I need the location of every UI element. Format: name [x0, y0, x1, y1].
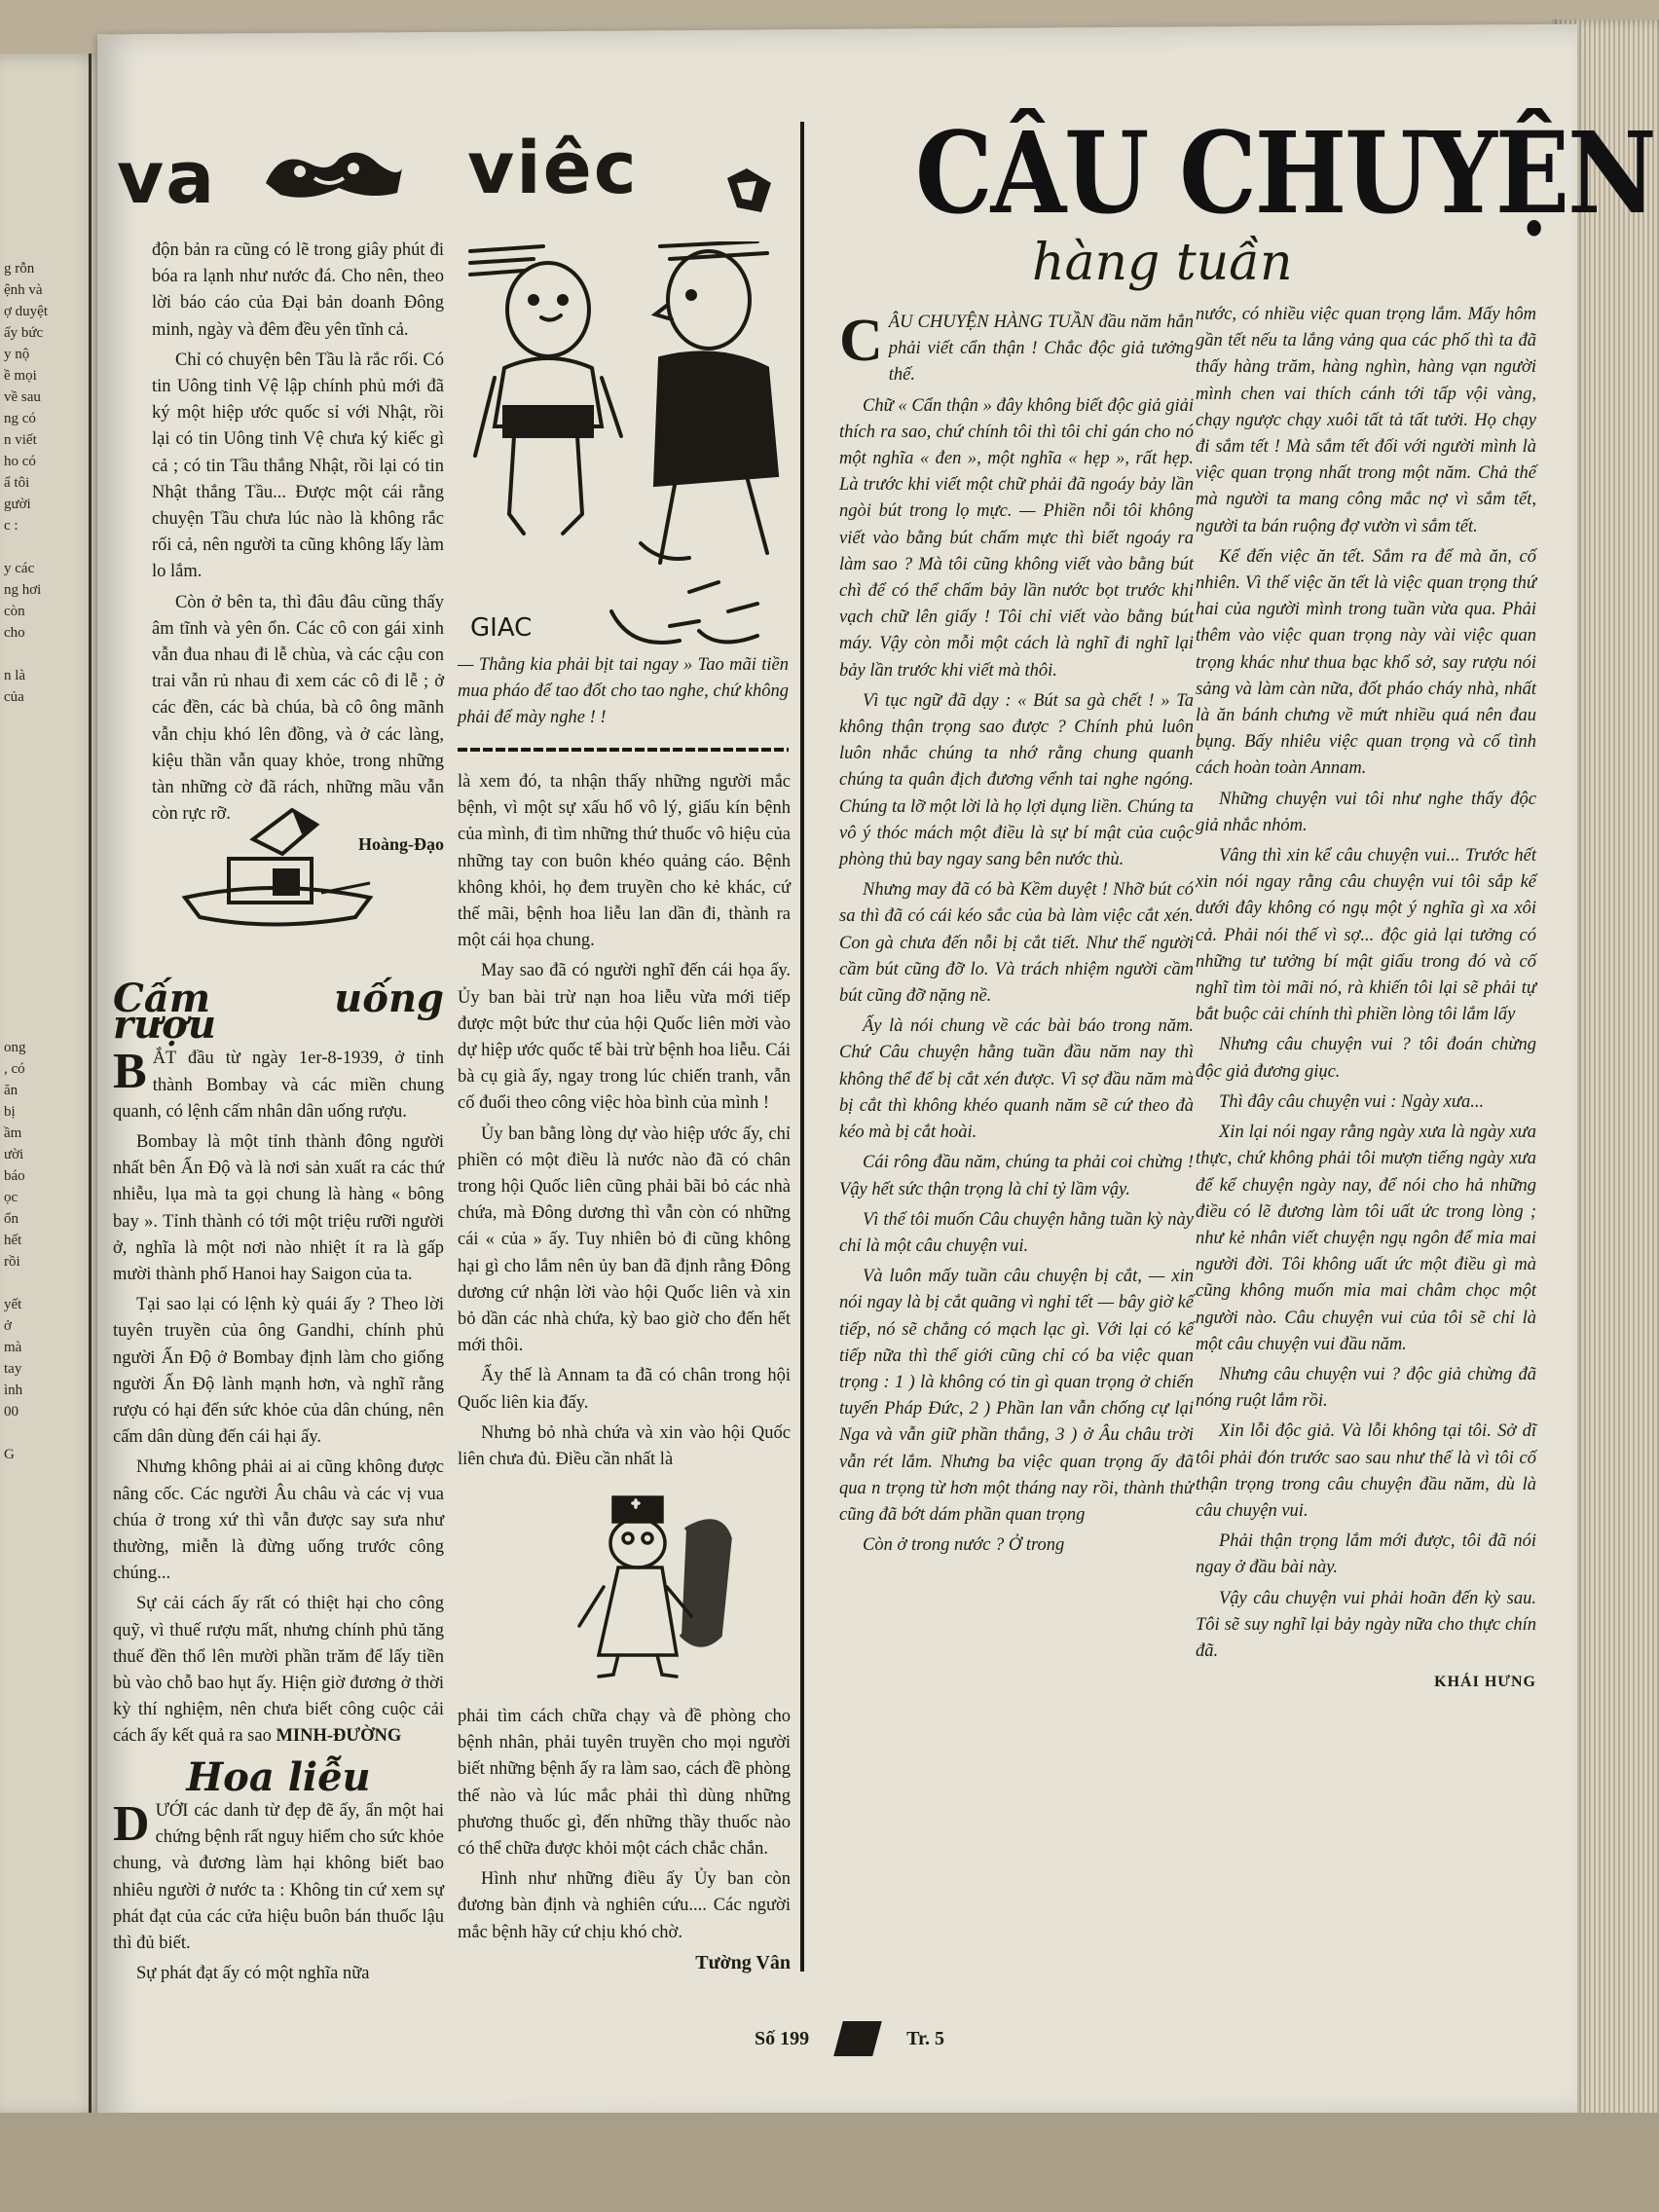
header-title-viec: viêc [467, 127, 639, 210]
column-divider [800, 122, 804, 1972]
article-column-1-lower [113, 976, 444, 1991]
cam-uong-ruou-title: Cấm uống rượu [113, 976, 444, 1049]
col4-para-11: Vậy câu chuyện vui phải hoãn đến kỳ sau. Tôi sẽ suy nghĩ lại bảy ngày nữa cho thực chín đã. [1196, 1588, 1536, 1661]
dropcap-b: B [113, 1044, 147, 1100]
left-page-fragment-lower: ong , có ăn bị ầm ười báo ọc ổn hết rồi yết ở mà tay ình 00 G [4, 1040, 26, 1462]
col3-para-9: Còn ở trong nước ? Ở trong [863, 1535, 1065, 1556]
two-men-cartoon [465, 241, 796, 650]
col1b-para-4: Nhưng không phải ai ai cũng không được nâng cốc. Các người Âu châu và các vị vua chúa ở trong xứ thì vẫn được say sưa như thường, miễn là đừng uống trước công chúng... [113, 1457, 444, 1584]
col1-para-2: Chỉ có chuyện bên Tầu là rắc rối. Có tin Uông tinh Vệ lập chính phủ mới đã ký một hiệp ước quốc sỉ với Nhật, rồi lại có tin Uông tinh Vệ chưa ký kiếc gì cả ; có tin Tầu thắng Nhật, rồi lại có tin Nhật thắng Tầu... Được một cái rằng chuyện Tầu chưa lúc nào là không rắc rối cả, nên người ta cũng không lấy làm lo lắm. [152, 350, 444, 582]
col4-para-7: Xin lại nói ngay rằng ngày xưa là ngày xưa thực, chứ không phải tôi mượn tiếng ngày xưa để kể chuyện ngày nay, để nói cho hả những điều có lẽ đương làm tôi uất ức trong lòng ; như kẻ nhân viết chuyện ngụ ngôn để mỉa mai người đời. Tôi không uất ức một điều gì mà cũng không muốn mỉa mai châm chọc một người nào. Câu chuyện vui của tôi sẽ chỉ là một câu chuyện vui đầu năm. [1196, 1123, 1536, 1354]
khai-hung-signature: KHÁI HƯNG [1434, 1674, 1536, 1691]
col2-para-2: May sao đã có người nghĩ đến cái họa ấy. Ủy ban bài trừ nạn hoa liễu vừa mới tiếp được một bức thư của hội Quốc liên mời vào dự hiệp ước quốc tế bài trừ bệnh hoa liễu. Cái bà cụ già ấy, ngay trong lúc chiến tranh, vẫn cố đuổi theo công việc hòa bình của mình ! [458, 961, 791, 1114]
doctor-cartoon [574, 1490, 740, 1684]
col1-para-1: độn bản ra cũng có lẽ trong giây phút đi bóa ra lạnh như nước đá. Cho nên, theo lời báo cáo của Đại bản doanh Đông minh, ngày và đêm đều yên tĩnh cả. [152, 240, 444, 340]
page-edge [89, 54, 92, 2118]
col1b-para-6 [113, 1795, 444, 1957]
left-page-fragment-upper: g rỗn ệnh và ợ duyệt ấy bức y nộ ề mọi về sau ng có n viết ho có ẩ tôi gười c : y các ng hơi còn cho n là của [4, 261, 49, 705]
col4-para-1: nước, có nhiều việc quan trọng lắm. Mấy hôm gần tết nếu ta lắng vảng qua các phố thì ta đã thấy hàng trăm, hàng nghìn, hàng vạn người mình chen vai thích cánh tới tấp vội vàng, chạy ngược chạy xuôi tất tả tất tưởi. Họ chạy đi sắm tết ! Mà sắm tết đối với người mình là việc quan trọng nhất trong một năm. Chả thế mà người ta mang công mắc nợ vì sắm tết, người ta bán ruộng đợ vườn vì sắm tết. [1196, 305, 1536, 536]
left-facing-page [0, 54, 105, 2118]
col1b-para-1-text: ẮT đầu từ ngày 1er-8-1939, ở tỉnh thành Bombay và các miền chung quanh, có lệnh cấm nhân dân uống rượu. [113, 1049, 444, 1122]
col1b-para-5 [113, 1591, 444, 1750]
col1b-para-6-text: ƯỚI các danh từ đẹp đẽ ấy, ẩn một hai chứng bệnh rất nguy hiểm cho sức khỏe chung, và đương làm hại không biết bao nhiêu người ở nước ta : Không tin cứ xem sự phát đạt của các cửa hiệu buôn bán thuốc lậu thì đủ biết. [113, 1800, 444, 1953]
col1b-para-2: Bombay là một tỉnh thành đông người nhất bên Ấn Độ và là nơi sản xuất ra các thứ nhiễu, lụa mà ta gọi chung là hàng « bông bay ». Tỉnh thành có tới một triệu rưỡi người ở, nghĩa là một nơi nào nhiệt ít ra là gấp mười thành phố Hanoi hay Saigon của ta. [113, 1132, 444, 1285]
article-column-1 [152, 238, 444, 859]
col3-para-5: Ấy là nói chung về các bài báo trong năm. Chứ Câu chuyện hằng tuần đầu năm nay thì không thể để bị cắt xén được. Vì sợ đầu năm mà bị cắt thì không khéo quanh năm sẽ cứ theo đà kéo mà bị cắt hoài. [839, 1016, 1194, 1143]
col4-para-9: Xin lỗi độc giả. Và lỗi không tại tôi. Sở dĩ tôi phải đón trước sao sau như thế là vì tôi cố thận trọng trong câu chuyện đầu năm, dù là câu chuyện vui. [1196, 1421, 1536, 1521]
header-title-va: va [117, 136, 217, 220]
col2-para-4: Ấy thế là Annam ta đã có chân trong hội Quốc liên kia đấy. [458, 1366, 791, 1413]
header-ornament-icon [261, 144, 407, 203]
article-column-2-tail [458, 1704, 791, 1976]
col4-para-4: Vâng thì xin kể câu chuyện vui... Trước hết xin nói ngay rằng câu chuyện vui tôi sắp kể dưới đây không có ngụ một ý nghĩa gì xa xôi cả. Phải nói thế vì sợ... độc giả lại tưởng có những tư tưởng bí mật giấu trong đó và cố nghĩ tìm tòi mãi nó, rà khiến tôi lại sẽ phải tự bắt buộc cải chính thì phiền lòng tôi lắm lấy [1196, 846, 1536, 1025]
hoa-lieu-title: Hoa liễu [186, 1753, 371, 1800]
col1b-para-1 [113, 1046, 444, 1125]
col1b-para-5-text: Sự cải cách ấy rất có thiệt hại cho công quỹ, vì thuế rượu mất, nhưng chính phủ tăng thuế đền thổ lên mười phần trăm để lấy tiền bù vào chỗ bao hụt ấy. Hiện giờ đương ở thời kỳ thí nghiệm, nên chưa biết công cuộc cải cách ấy kết quả ra sao [113, 1594, 444, 1747]
desk-surface [0, 2113, 1659, 2212]
col4-para-2: Kể đến việc ăn tết. Sắm ra để mà ăn, cố nhiên. Vì thế việc ăn tết là việc quan trọng thứ hai của người mình trong tuần vừa qua. Phải thêm vào việc quan trọng này vài việc quan trọng khác như thua bạc khổ sở, say rượu nói sảng và làm càn nữa, đốt pháo cháy nhà, nhất là ăn bánh chưng về mứt nhiều quá nên đau bụng. Bấy nhiêu việc quan trọng và cố tình cách hoàn toàn Annam. [1196, 546, 1536, 779]
page-number: Tr. 5 [906, 2027, 945, 2049]
caption-rule [458, 748, 789, 752]
publication-mark-icon [833, 2021, 882, 2056]
hang-tuan-subtitle: hàng tuần [1032, 234, 1293, 292]
col2-tail-1: phải tìm cách chữa chạy và đề phòng cho bệnh nhân, phải tuyên truyền cho mọi người biết những bệnh ấy ra làm sao, cách đề phòng thế nào và lúc mắc phải thì dùng những phương thuốc gì, đến những thầy thuốc nào có thể chữa được khỏi một cách chắc chắn. [458, 1707, 791, 1860]
col4-para-5: Nhưng câu chuyện vui ? tôi đoán chừng độc giả đương giục. [1196, 1035, 1536, 1082]
col1-para-3: Còn ở bên ta, thì đâu đâu cũng thấy âm tĩnh và yên ổn. Các cô con gái xinh vẫn đua nhau đi lễ chùa, và các cậu con trai vẫn rủ nhau đi xem các cô đi lễ ; ở các đền, các bà chúa, bà cô ông mãnh vẫn chịu khó lên đồng, và ở các làng, kiệu thần vẫn quay khỏe, trong những tàn những cờ đã rách, những mầu vẫn còn rực rỡ. [152, 592, 444, 825]
col2-para-1: là xem đó, ta nhận thấy những người mắc bệnh, vì một sự xấu hổ vô lý, giấu kín bệnh của mình, đi tìm những thứ thuốc vô hiệu của những tay con buôn khéo quảng cáo. Bệnh không khỏi, họ đem truyền cho kẻ khác, cứ thế mãi, bệnh hoa liễu lan dần đi, thành ra một cái họa chung. [458, 772, 791, 951]
col3-para-2: Chữ « Cẩn thận » đây không biết độc giả giải thích ra sao, chứ chính tôi thì tôi chỉ gán cho nó một nghĩa « đen », một nghĩa « hẹp », rất hẹp. Là trước khi viết một chữ phải đã ngoáy bảy lần ngòi bút trong lọ mực. — Phiền nỗi tôi không viết vào bằng bút chấm mực thì biết ngoáy ra làm sao ? Mà tôi cũng không viết vào bằng bút chì để có thể chấm bảy lần nước bọt trước khi vạch chữ lên giấy ! Tôi chỉ viết vào bằng bút máy. Vậy còn mỗi một cách là nghĩ đi nghĩ lại bảy lần trước khi viết mà thôi. [839, 395, 1194, 681]
col4-para-3: Những chuyện vui tôi như nghe thấy độc giả nhắc nhỏm. [1196, 789, 1536, 835]
col3-para-4: Nhưng may đã có bà Kềm duyệt ! Nhỡ bút có sa thì đã có cái kéo sắc của bà làm việc cắt xén. Con gà chưa đến nỗi bị cắt tiết. Như thế người cầm bút cũng đỡ lo. Và trách nhiệm người cầm bút cũng đỡ nặng nề. [839, 880, 1194, 1007]
cartoon-label: GIAC [470, 613, 533, 643]
cannon-illustration [175, 791, 380, 937]
col2-para-5: Nhưng bỏ nhà chứa và xin vào hội Quốc liên chưa đủ. Điều cần nhất là [458, 1422, 791, 1470]
col4-para-8: Nhưng câu chuyện vui ? độc giả chừng đã nóng ruột lắm rồi. [1196, 1364, 1536, 1412]
col3-para-1 [839, 310, 1194, 389]
cartoon-caption: — Thằng kia phải bịt tai ngay » Tao mãi tiền mua pháo để tao đốt cho tao nghe, chứ không phải để mày nghe ! ! [458, 655, 789, 727]
article-column-3 [839, 310, 1194, 1563]
article-column-4 [1196, 302, 1536, 1695]
col3-para-3: Vì tục ngữ đã dạy : « Bút sa gà chết ! » Ta không thận trọng sao được ? Chính phủ luôn luôn nhắc chúng ta nhớ rằng chung quanh chúng ta quân địch đương vểnh tai nghe ngóng. Chúng ta lỡ một lời là họ lợi dụng liền. Chúng ta vô ý thóc mách một điều là sự bí mật của cuộc phòng thủ bay ngay sang bên nước thù. [839, 690, 1194, 870]
article-column-2 [458, 769, 791, 1477]
dropcap-c: C [839, 308, 883, 374]
corner-ornament-icon [722, 164, 776, 217]
tuong-van-signature: Tường Vân [695, 1951, 791, 1973]
col1-signature: Hoàng-Đạo [357, 834, 444, 855]
col1b-para-3: Tại sao lại có lệnh kỳ quái ấy ? Theo lời tuyên truyền của ông Gandhi, chính phủ người Ấn Độ ở Bombay định làm cho giống người Ấn Độ lành mạnh hơn, và nghĩ rằng rượu có hại đến sức khỏe của dân chúng, nên cấm dân dùng đến cái hại ấy. [113, 1295, 444, 1448]
dropcap-d: D [113, 1795, 150, 1852]
page-footer [755, 2021, 944, 2056]
col4-para-6: Thì đây câu chuyện vui : Ngày xưa... [1219, 1091, 1485, 1112]
cau-chuyen-title: CÂU CHUYỆN [915, 107, 1655, 240]
minh-duong-signature: MINH-ĐƯỜNG [276, 1726, 402, 1747]
issue-number: Số 199 [755, 2027, 810, 2049]
col3-para-8: Và luôn mấy tuần câu chuyện bị cắt, — xin nói ngay là bị cắt quãng vì nghỉ tết — bây giờ kế tiếp, nó sẽ chẳng có mạch lạc gì. Với lại có kế tiếp nữa thì thế giới cũng chỉ có ba việc quan trọng : 1 ) là không có tin gì quan trọng ở chiến tuyến Pháp Đức, 2 ) Phần lan vẫn chống cự lại Nga và vẫn giữ phần thắng, 3 ) ở Âu châu trời vẫn rét lắm. Nhưng ba việc quan trọng ấy đã qua n trọng từ hơn một tháng nay rồi, thành thử cũng đã bớt dám phần quan trọng [839, 1267, 1194, 1525]
col2-para-3: Ủy ban bằng lòng dự vào hiệp ước ấy, chỉ phiền có một điều là nước nào đã có chân trong hội Quốc liên cũng phải bãi bỏ các nhà chứa, mà Đông dương thì vẫn còn có những cái « của » ấy. Tuy nhiên bỏ đi cũng không hại gì cho lắm nên ủy ban đã định rằng Đông dương cứ nhận lời vào hội Quốc liên và xin bỏ dần các nhà chứa, kỳ bao giờ cho đến hết mới thôi. [458, 1124, 791, 1356]
col3-para-6: Cái rông đầu năm, chúng ta phải coi chừng ! Vậy hết sức thận trọng là chỉ tỷ lầm vậy. [839, 1153, 1194, 1199]
col3-para-7: Vì thế tôi muốn Câu chuyện hằng tuần kỳ này chỉ là một câu chuyện vui. [839, 1209, 1194, 1256]
col1b-para-7: Sự phát đạt ấy có một nghĩa nữa [136, 1964, 370, 1984]
col3-para-1-text: ÂU CHUYỆN HÀNG TUẦN đầu năm hẳn phải viết cẩn thận ! Chắc độc giả tưởng thế. [888, 313, 1194, 386]
col4-para-10: Phải thận trọng lắm mới được, tôi đã nói ngay ở đầu bài này. [1196, 1531, 1536, 1578]
col2-tail-2: Hình như những điều ấy Ủy ban còn đương bàn định và nghiên cứu.... Các người mắc bệnh hãy cứ chịu khó chờ. [458, 1869, 791, 1942]
